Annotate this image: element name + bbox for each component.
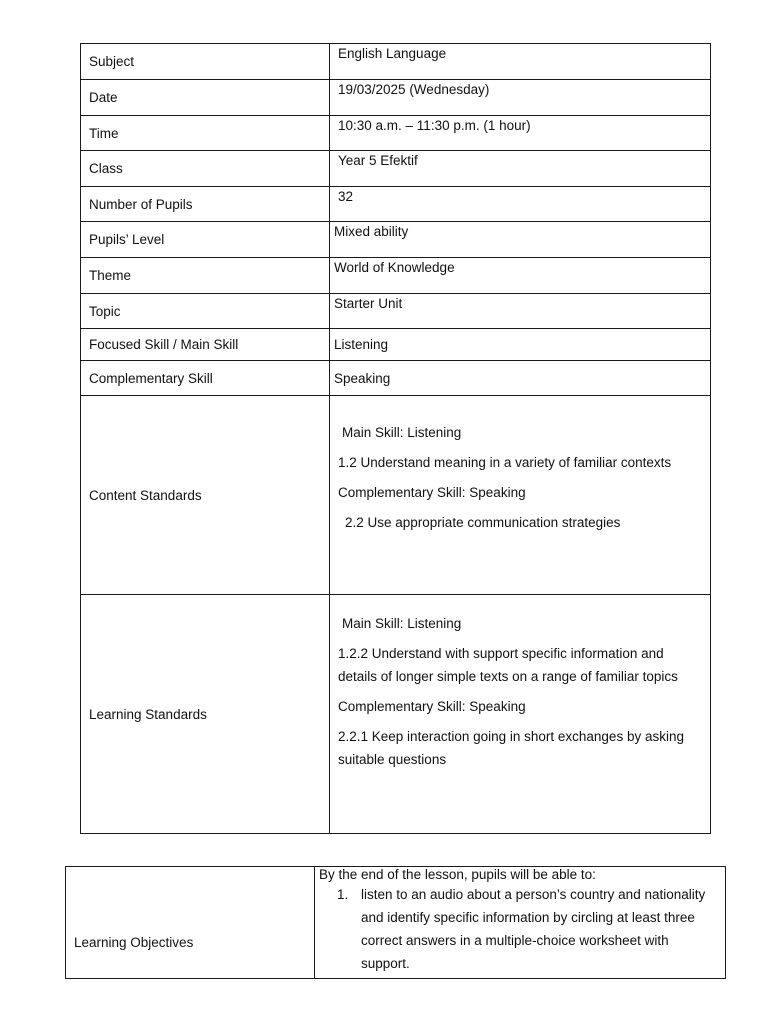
class-value: Year 5 Efektif xyxy=(330,151,711,187)
objective-text: listen to an audio about a person’s country and nationality and identify specific information by circling at least three correct answers in a multiple-choice worksheet with support. xyxy=(361,887,706,971)
content-standards-label: Content Standards xyxy=(81,396,330,595)
topic-label: Topic xyxy=(81,294,330,329)
lesson-details-table xyxy=(80,43,711,834)
objective-number: 1. xyxy=(337,887,349,902)
learning-standard-1: 1.2.2 Understand with support specific information and details of longer simple texts on a range of familiar topics xyxy=(338,646,678,684)
row-class xyxy=(81,151,711,187)
date-value: 19/03/2025 (Wednesday) xyxy=(330,80,711,116)
row-complementary-skill xyxy=(81,361,711,396)
content-comp-skill: Complementary Skill: Speaking xyxy=(338,485,526,500)
row-date xyxy=(81,80,711,116)
date-label: Date xyxy=(81,80,330,116)
time-label: Time xyxy=(81,116,330,151)
row-focused-skill xyxy=(81,329,711,361)
row-pupils-level xyxy=(81,222,711,258)
number-of-pupils-label: Number of Pupils xyxy=(81,187,330,222)
row-content-standards xyxy=(81,396,711,595)
pupils-level-label: Pupils’ Level xyxy=(81,222,330,258)
time-value: 10:30 a.m. – 11:30 p.m. (1 hour) xyxy=(330,116,711,151)
learning-objectives-cell xyxy=(315,867,726,979)
learning-main-skill: Main Skill: Listening xyxy=(342,616,462,631)
theme-label: Theme xyxy=(81,258,330,294)
complementary-skill-value: Speaking xyxy=(330,361,711,396)
learning-standards-label: Learning Standards xyxy=(81,595,330,834)
learning-objectives-table xyxy=(65,866,726,979)
row-number-of-pupils xyxy=(81,187,711,222)
objective-item xyxy=(337,883,719,975)
topic-value: Starter Unit xyxy=(330,294,711,329)
row-learning-objectives xyxy=(66,867,726,979)
class-label: Class xyxy=(81,151,330,187)
focused-skill-value: Listening xyxy=(330,329,711,361)
learning-standard-2: 2.2.1 Keep interaction going in short exchanges by asking suitable questions xyxy=(338,729,684,767)
subject-label: Subject xyxy=(81,44,330,80)
content-standards-cell xyxy=(330,396,711,595)
row-time xyxy=(81,116,711,151)
learning-standards-cell xyxy=(330,595,711,834)
row-learning-standards xyxy=(81,595,711,834)
pupils-level-value: Mixed ability xyxy=(330,222,711,258)
learning-objectives-label: Learning Objectives xyxy=(66,867,315,979)
subject-value: English Language xyxy=(330,44,711,80)
focused-skill-label: Focused Skill / Main Skill xyxy=(81,329,330,361)
content-standard-1: 1.2 Understand meaning in a variety of familiar contexts xyxy=(338,455,672,470)
row-theme xyxy=(81,258,711,294)
learning-comp-skill: Complementary Skill: Speaking xyxy=(338,699,526,714)
complementary-skill-label: Complementary Skill xyxy=(81,361,330,396)
row-subject xyxy=(81,44,711,80)
row-topic xyxy=(81,294,711,329)
number-of-pupils-value: 32 xyxy=(330,187,711,222)
content-standard-2: 2.2 Use appropriate communication strategies xyxy=(345,515,621,530)
objectives-intro: By the end of the lesson, pupils will be able to: xyxy=(319,867,596,882)
theme-value: World of Knowledge xyxy=(330,258,711,294)
content-main-skill: Main Skill: Listening xyxy=(342,425,462,440)
